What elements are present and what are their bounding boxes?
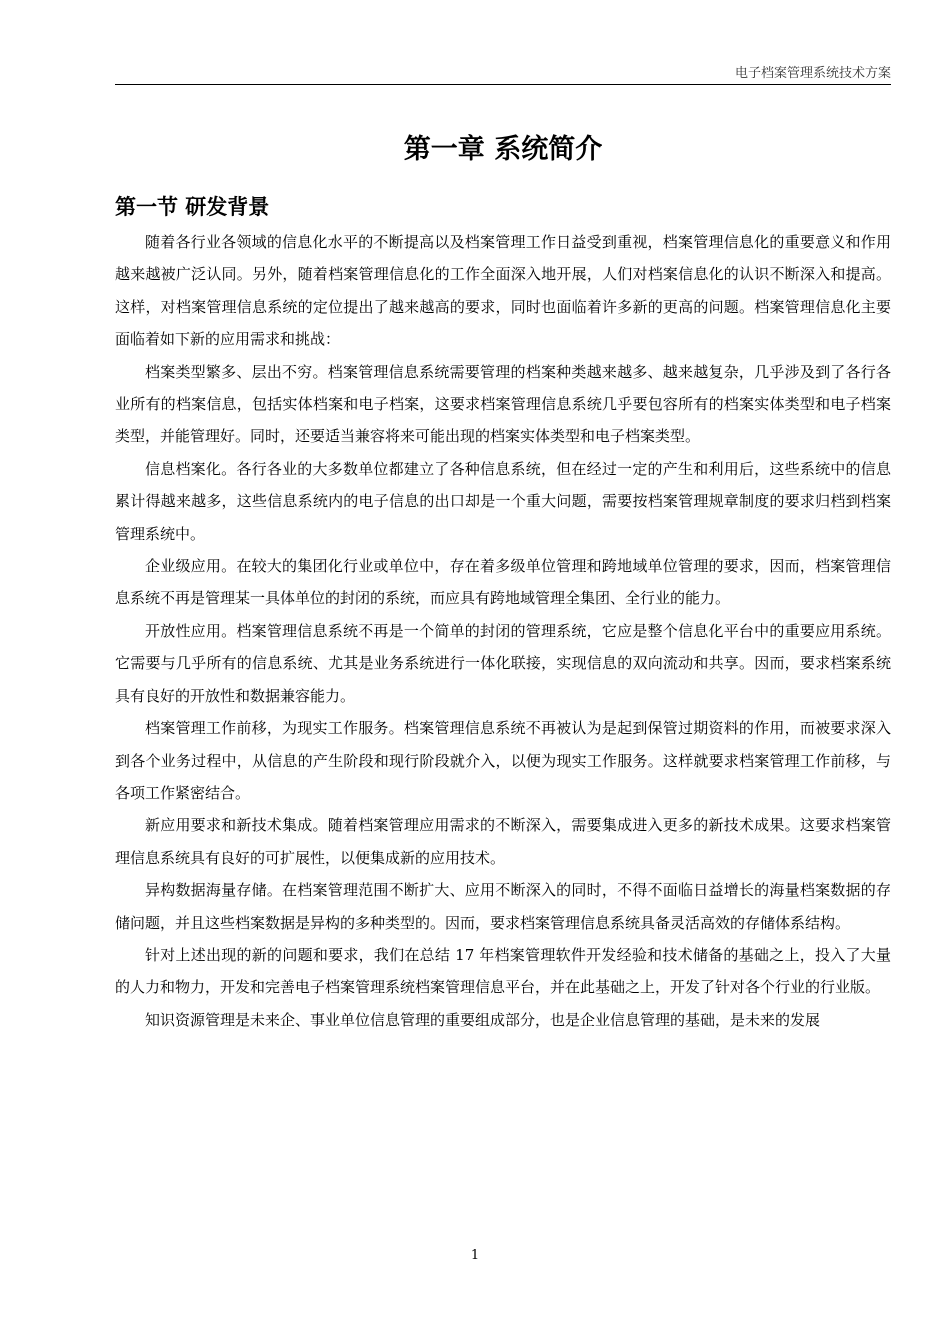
paragraph: 信息档案化。各行各业的大多数单位都建立了各种信息系统，但在经过一定的产生和利用后，这些系统中的信息累计得越来越多，这些信息系统内的电子信息的出口却是一个重大问题，需要按档案管理规章制度的要求归档到档案管理系统中。 (115, 459, 891, 543)
page-header (115, 62, 891, 85)
paragraph: 档案类型繁多、层出不穷。档案管理信息系统需要管理的档案种类越来越多、越来越复杂，几乎涉及到了各行各业所有的档案信息，包括实体档案和电子档案，这要求档案管理信息系统几乎要包容所有的档案实体类型和电子档案类型，并能管理好。同时，还要适当兼容将来可能出现的档案实体类型和电子档案类型。 (115, 362, 891, 446)
chapter-title: 第一章 系统简介 (403, 134, 603, 165)
paragraph: 开放性应用。档案管理信息系统不再是一个简单的封闭的管理系统，它应是整个信息化平台中的重要应用系统。它需要与几乎所有的信息系统、尤其是业务系统进行一体化联接，实现信息的双向流动和共享。因而，要求档案系统具有良好的开放性和数据兼容能力。 (115, 621, 891, 705)
paragraph: 异构数据海量存储。在档案管理范围不断扩大、应用不断深入的同时，不得不面临日益增长的海量档案数据的存储问题，并且这些档案数据是异构的多种类型的。因而，要求档案管理信息系统具备灵活高效的存储体系结构。 (115, 881, 891, 932)
paragraph: 知识资源管理是未来企、事业单位信息管理的重要组成部分，也是企业信息管理的基础，是未来的发展 (145, 1010, 821, 1029)
paragraph: 企业级应用。在较大的集团化行业或单位中，存在着多级单位管理和跨地域单位管理的要求，因而，档案管理信息系统不再是管理某一具体单位的封闭的系统，而应具有跨地域管理全集团、全行业的能力。 (115, 557, 891, 608)
page-number: 1 (470, 1248, 480, 1263)
body-text (115, 226, 891, 1036)
header-title: 电子档案管理系统技术方案 (734, 66, 891, 81)
paragraph: 随着各行业各领域的信息化水平的不断提高以及档案管理工作日益受到重视，档案管理信息化的重要意义和作用越来越被广泛认同。另外，随着档案管理信息化的工作全面深入地开展，人们对档案信息化的认识不断深入和提高。这样，对档案管理信息系统的定位提出了越来越高的要求，同时也面临着许多新的更高的问题。档案管理信息化主要面临着如下新的应用需求和挑战： (115, 233, 891, 349)
paragraph: 针对上述出现的新的问题和要求，我们在总结 17 年档案管理软件开发经验和技术储备的基础之上，投入了大量的人力和物力，开发和完善电子档案管理系统档案管理信息平台，并在此基础之上，开发了针对各个行业的行业版。 (115, 945, 891, 997)
paragraph: 档案管理工作前移，为现实工作服务。档案管理信息系统不再被认为是起到保管过期资料的作用，而被要求深入到各个业务过程中，从信息的产生阶段和现行阶段就介入，以便为现实工作服务。这样就要求档案管理工作前移，与各项工作紧密结合。 (115, 719, 891, 802)
section-title: 第一节 研发背景 (115, 195, 270, 219)
paragraph: 新应用要求和新技术集成。随着档案管理应用需求的不断深入，需要集成进入更多的新技术成果。这要求档案管理信息系统具有良好的可扩展性，以便集成新的应用技术。 (115, 816, 891, 867)
